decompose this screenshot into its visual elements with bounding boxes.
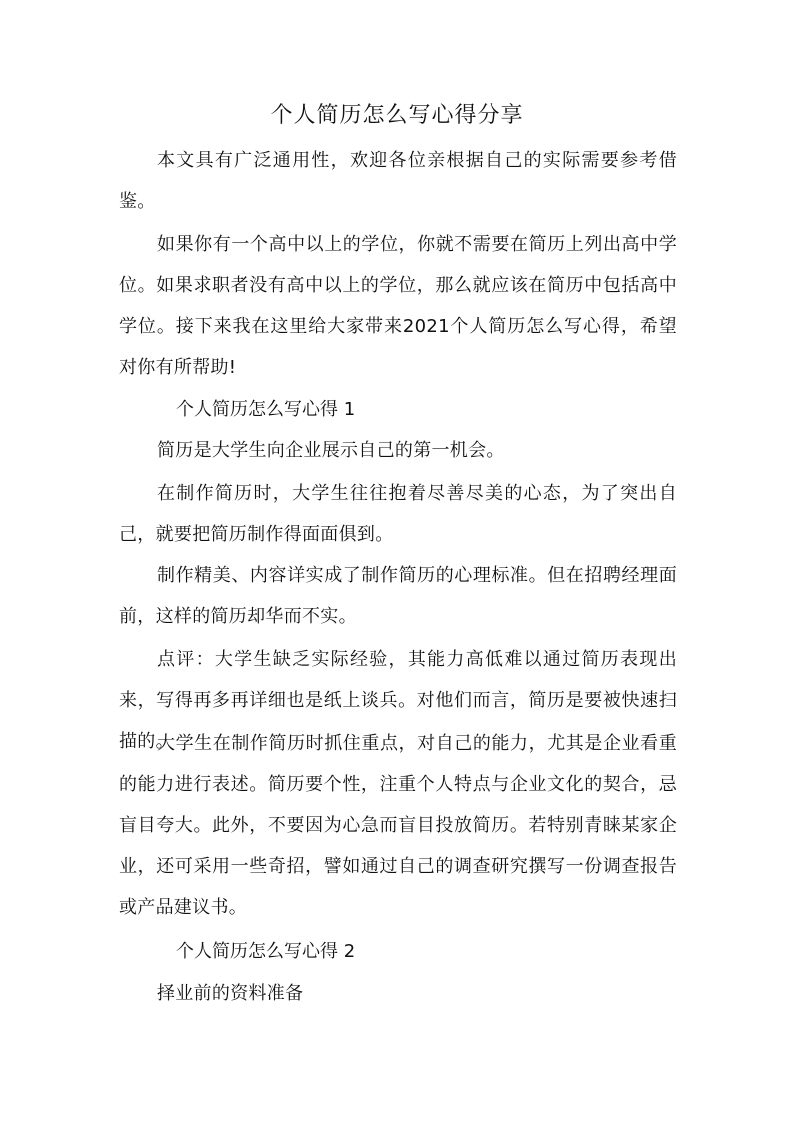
- paragraph: 在制作简历时，大学生往往抱着尽善尽美的心态，为了突出自己，就要把简历制作得面面俱到。: [119, 483, 677, 545]
- paragraph: 大学生在制作简历时抓住重点，对自己的能力，尤其是企业看重的能力进行表述。简历要个性，注重个人特点与企业文化的契合，忌盲目夸大。此外，不要因为心急而盲目投放简历。若特别青睐某家企业，还可采用一些奇招，譬如通过自己的调查研究撰写一份调查报告或产品建议书。: [119, 733, 677, 918]
- section-heading-1: 个人简历怎么写心得 1: [176, 399, 356, 420]
- paragraph: 择业前的资料准备: [157, 983, 304, 1004]
- paragraph-intro: 如果你有一个高中以上的学位，你就不需要在简历上列出高中学位。如果求职者没有高中以上的学位，那么就应该在简历中包括高中学位。接下来我在这里给大家带来2021个人简历怎么写心得，希望对你有所帮助!: [119, 234, 677, 378]
- paragraph: 点评：大学生缺乏实际经验，其能力高低难以通过简历表现出来，写得再多再详细也是纸上谈兵。对他们而言，简历是要被快速扫描的。: [119, 649, 677, 752]
- intro-line: 本文具有广泛通用性，欢迎各位亲根据自己的实际需要参考借鉴。: [119, 150, 677, 212]
- document-title: 个人简历怎么写心得分享: [270, 103, 524, 128]
- paragraph: 制作精美、内容详实成了制作简历的心理标准。但在招聘经理面前，这样的简历却华而不实。: [119, 565, 677, 627]
- section-heading-2: 个人简历怎么写心得 2: [176, 941, 356, 962]
- paragraph: 简历是大学生向企业展示自己的第一机会。: [157, 440, 505, 461]
